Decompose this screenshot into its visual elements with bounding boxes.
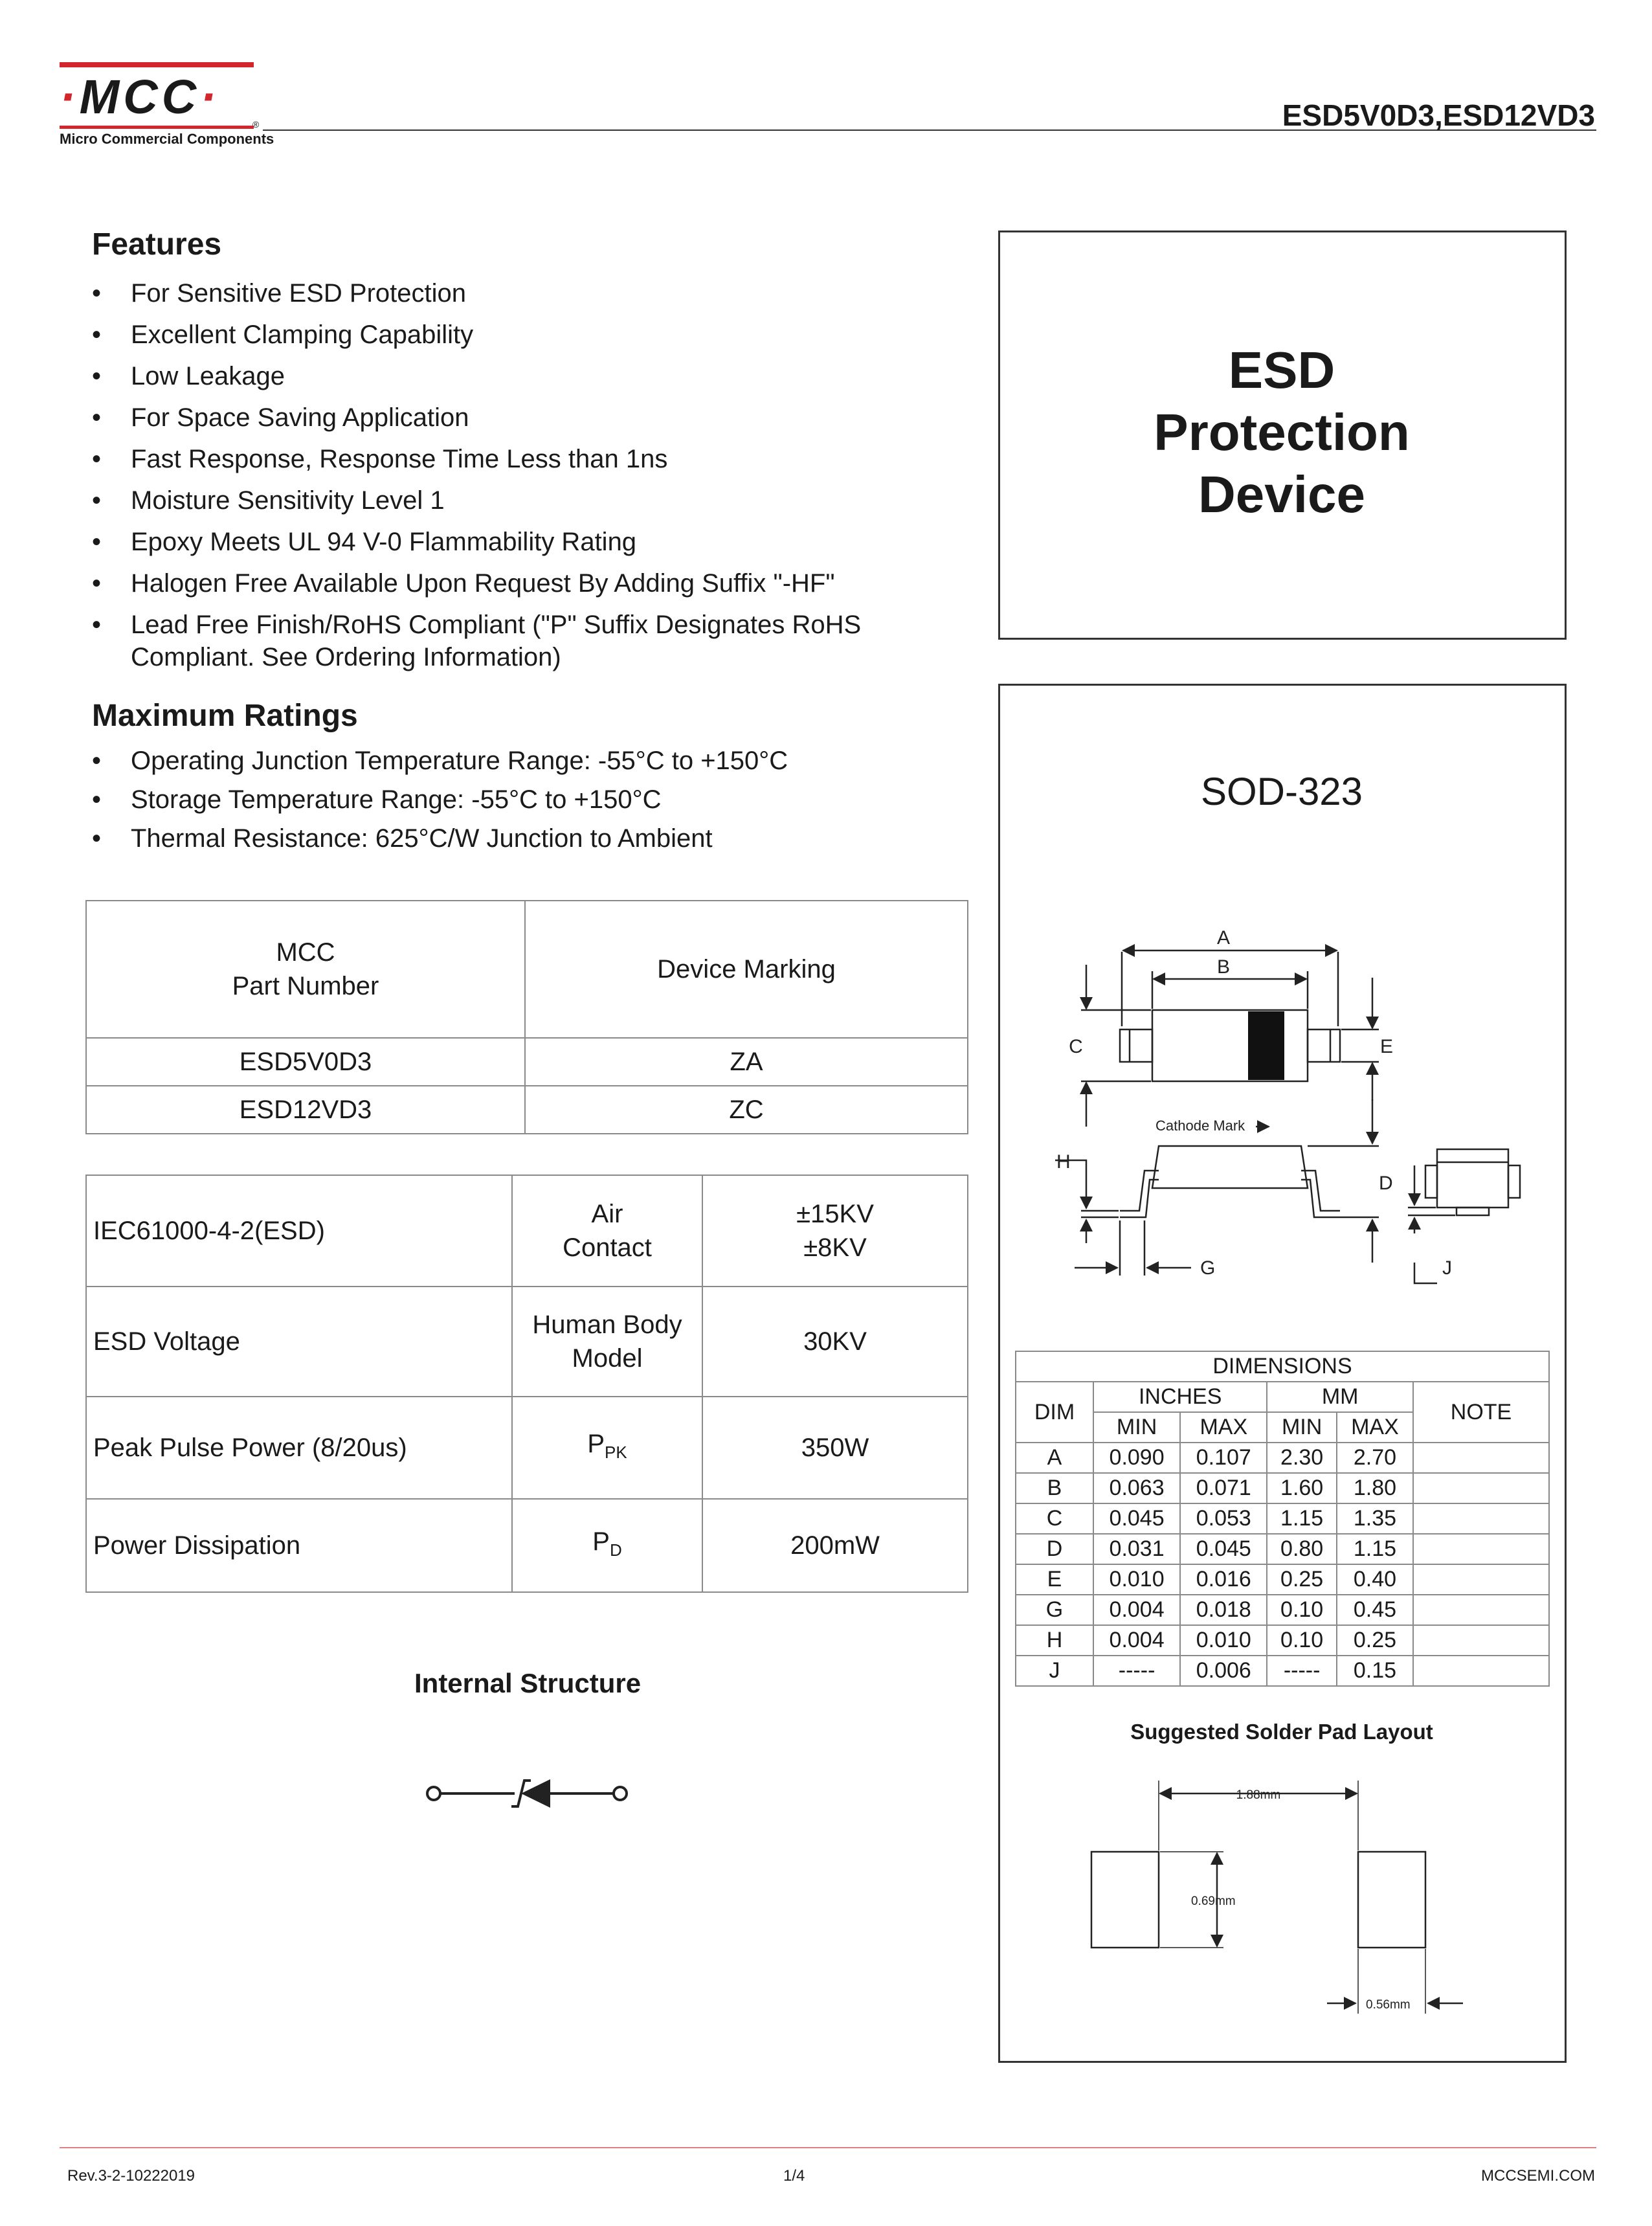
table-row: Power Dissipation $P_D$ 200mW — [86, 1499, 968, 1592]
registered-mark: ® — [252, 119, 260, 129]
max-ratings-list — [92, 745, 946, 861]
table-row: H 0.004 0.010 0.10 0.25 — [1016, 1625, 1549, 1656]
dimensions-title: DIMENSIONS — [1016, 1351, 1549, 1382]
part-number-title: ESD5V0D3,ESD12VD3 — [1282, 98, 1595, 132]
page-number: 1/4 — [783, 2167, 805, 2185]
pad-gap-label: 0.56mm — [1366, 1998, 1411, 2012]
dim-label-b: B — [1216, 956, 1231, 978]
table-row: A 0.090 0.107 2.30 2.70 — [1016, 1443, 1549, 1473]
list-item: • Lead Free Finish/RoHS Compliant ("P" Suffix Designates RoHS Compliant. See Ordering Information) — [92, 609, 946, 673]
solder-pad-title: Suggested Solder Pad Layout — [1130, 1720, 1433, 1744]
list-item: • Operating Junction Temperature Range: -55°C to +150°C — [92, 745, 946, 777]
solder-pad-right — [1358, 1852, 1425, 1948]
table-row: Peak Pulse Power (8/20us) $P_{PK}$ 350W — [86, 1397, 968, 1499]
pad-height-label: 0.69mm — [1191, 1894, 1236, 1908]
dim-label-g: G — [1200, 1257, 1216, 1279]
tvs-diode-symbol — [421, 1768, 634, 1819]
list-item: • For Sensitive ESD Protection — [92, 277, 946, 309]
list-item: • Halogen Free Available Upon Request By Adding Suffix "-HF" — [92, 567, 946, 600]
table-row: ESD12VD3 ZC — [86, 1086, 968, 1134]
max-ratings-heading: Maximum Ratings — [92, 699, 358, 733]
logo: ·MCC· — [60, 70, 220, 124]
table-row: C 0.045 0.053 1.15 1.35 — [1016, 1503, 1549, 1534]
list-item: • For Space Saving Application — [92, 401, 946, 434]
footer-rule — [60, 2147, 1596, 2148]
table-row: J ----- 0.006 ----- 0.15 — [1016, 1656, 1549, 1686]
package-outline-drawing — [1036, 926, 1528, 1288]
header-part-number: MCC Part Number — [86, 901, 525, 1038]
dim-label-c: C — [1069, 1036, 1083, 1057]
solder-pad-left — [1091, 1852, 1159, 1948]
website-link[interactable]: MCCSEMI.COM — [1481, 2167, 1595, 2185]
list-item: • Fast Response, Response Time Less than 1ns — [92, 443, 946, 475]
cathode-mark-label: Cathode Mark — [1155, 1118, 1245, 1134]
table-row: B 0.063 0.071 1.60 1.80 — [1016, 1473, 1549, 1503]
list-item: • Excellent Clamping Capability — [92, 319, 946, 351]
dim-label-h: H — [1056, 1151, 1071, 1173]
list-item: • Thermal Resistance: 625°C/W Junction to Ambient — [92, 822, 946, 855]
marking-table — [85, 900, 968, 1134]
device-title: ESD Protection Device — [1154, 341, 1410, 523]
dim-label-d: D — [1379, 1173, 1393, 1194]
features-list — [92, 277, 946, 682]
ratings-table — [85, 1175, 968, 1593]
revision-label: Rev.3-2-10222019 — [67, 2167, 195, 2185]
dim-label-j: J — [1442, 1257, 1452, 1279]
logo-subtitle: Micro Commercial Components — [60, 131, 274, 147]
pad-width-label: 1.88mm — [1236, 1788, 1281, 1802]
table-row: D 0.031 0.045 0.80 1.15 — [1016, 1534, 1549, 1564]
dim-label-e: E — [1380, 1036, 1394, 1057]
table-row: G 0.004 0.018 0.10 0.45 — [1016, 1595, 1549, 1625]
list-item: • Storage Temperature Range: -55°C to +150°C — [92, 783, 946, 816]
features-heading: Features — [92, 227, 222, 262]
table-row: ESD5V0D3 ZA — [86, 1038, 968, 1086]
table-row: ESD Voltage Human Body Model 30KV — [86, 1287, 968, 1397]
dimensions-table: DIMENSIONS DIM INCHES MM NOTE MIN MAX MIN MAX A 0.090 0.107 2.30 2.70 B 0.063 0.071 1.60 1.80 C 0.045 0.053 1.15 1.35 D 0.031 0.045 0.80 1.15 E 0.010 0.016 0.25 0.40 G 0.004 0.018 0.10 0.45 H 0.004 0.010 0.10 0.25 J ----- 0.006 ----- 0.15 — [1015, 1351, 1550, 1687]
logo-bar-bottom — [60, 126, 254, 129]
dim-label-a: A — [1216, 927, 1231, 949]
cathode-band — [1248, 1011, 1284, 1080]
logo-bar-top — [60, 62, 254, 67]
internal-structure-title: Internal Structure — [414, 1668, 642, 1698]
table-row: E 0.010 0.016 0.25 0.40 — [1016, 1564, 1549, 1595]
list-item: • Epoxy Meets UL 94 V-0 Flammability Rating — [92, 526, 946, 558]
package-name: SOD-323 — [1200, 770, 1363, 813]
header-device-marking: Device Marking — [525, 901, 968, 1038]
table-row: IEC61000-4-2(ESD) Air Contact ±15KV ±8KV — [86, 1175, 968, 1287]
solder-pad-drawing — [1062, 1768, 1515, 2027]
list-item: • Low Leakage — [92, 360, 946, 392]
list-item: • Moisture Sensitivity Level 1 — [92, 484, 946, 517]
